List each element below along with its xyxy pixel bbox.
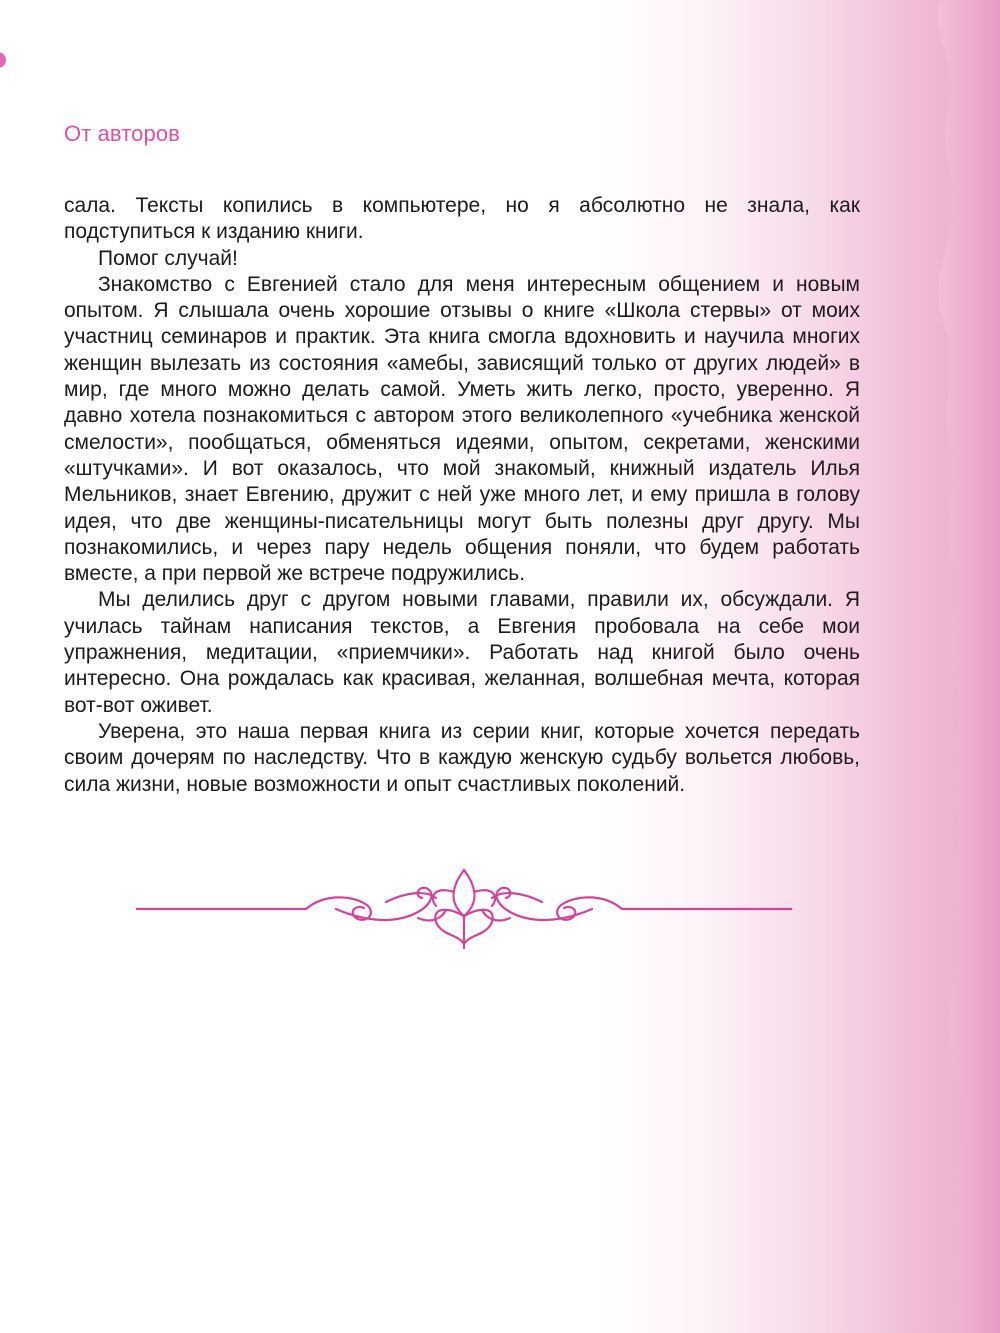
floral-divider-icon bbox=[136, 862, 792, 950]
paragraph-4: Мы делились друг с другом новыми главами, правили их, обсуждали. Я училась тайнам написания текстов, а Евгения пробовала на себе мои упражнения, медитации, «приемчики». Работать над книгой было очень интересно. Она рождалась как красивая, желанная, волшебная мечта, которая вот-вот оживет. bbox=[64, 588, 860, 717]
decorative-wavy-edge bbox=[900, 0, 1000, 1333]
paragraph-5: Уверена, это наша первая книга из серии книг, которые хочется передать своим дочерям по наследству. Что в каждую женскую судьбу вольется любовь, сила жизни, новые возможности и опыт счастливых поколений. bbox=[64, 719, 860, 796]
paragraph-1: сала. Тексты копились в компьютере, но я абсолютно не знала, как подступиться к изданию книги. bbox=[64, 194, 860, 244]
running-title: От авторов bbox=[64, 121, 180, 146]
paragraph-2: Помог случай! bbox=[98, 246, 238, 270]
paragraph-3: Знакомство с Евгенией стало для меня интересным общением и новым опытом. Я слышала очень хорошие отзывы о книге «Школа стервы» от моих участниц семинаров и практик. Эта книга смогла вдохновить и научила многих женщин вылезать из состояния «амебы, зависящий только от других людей» в мир, где много можно делать самой. Уметь жить легко, просто, уверенно. Я давно хотела познакомиться с автором этого великолепного «учебника женской смелости», пообщаться, обменяться идеями, опытом, секретами, женскими «штучками». И вот оказалось, что мой знакомый, книжный издатель Илья Мельников, знает Евгению, дружит с ней уже много лет, и ему пришла в голову идея, что две женщины-писательницы могут быть полезны друг другу. Мы познакомились, и через пару недель общения поняли, что будем работать вместе, а при первой же встрече подружились. bbox=[64, 272, 860, 586]
corner-dot bbox=[0, 52, 6, 68]
body-text bbox=[64, 193, 860, 798]
